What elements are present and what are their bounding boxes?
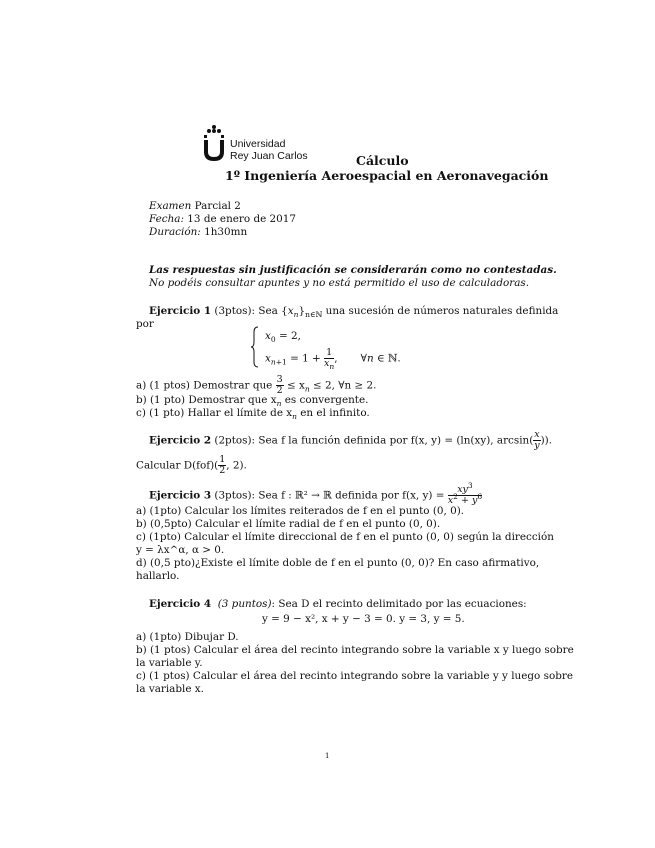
exercise-3-heading: Ejercicio 3 (3ptos): Sea f : ℝ² → ℝ definida por f(x, y) = $\frac{xy^3}{x^2 + y^6}$ — [149, 480, 483, 506]
brace-icon — [250, 326, 260, 368]
university-logo — [201, 124, 316, 164]
exercise-3-a: a) (1pto) Calcular los límites reiterados de f en el punto (0, 0). — [136, 505, 465, 517]
exam-date: Fecha: 13 de enero de 2017 — [149, 213, 296, 225]
exam-page: Universidad Rey Juan Carlos Cálculo 1º Ingeniería Aeroespacial en Aeronavegación Examen Parcial 2 Fecha: 13 de enero de 2017 Duración: 1h30mn Las respuestas sin justificación se considerarán como no contestadas. No podéis consultar apuntes y no está permitido el uso de calculadoras. Ejercicio 1 (3ptos): Sea $\{x_n\}_{n\in ℕ}$ una sucesión de números naturales definida por $x_0 = 2$, $x_{n+1} = 1$ + $\frac{1}{x_n}$ , ∀n ∈ ℕ. a) (1 ptos) Demostrar que $\frac{3}{2}$ ≤ $x_n \le 2$, ∀n ≥ 2. b) (1 pto) Demostrar que $x_n$ es convergente. c) (1 pto) Hallar el límite de $x_n$ en el infinito. Ejercicio 2 (2ptos): Sea f la función definida por f(x, y) = (ln(xy), arcsin( $\frac{x}{y}$ )). Calcular D(fof)( $\frac{1}{2}$ , 2). Ejercicio 3 (3ptos): Sea f : ℝ² → ℝ definida por f(x, y) = $\frac{xy^3}{x^2 + y^6}$ a) (1pto) Calcular los límites reiterados de f en el punto (0, 0). b) (0,5pto) Calcular el límite radial de f en el punto (0, 0). c) (1pto) Calcular el límite direccional de f en el punto (0, 0) según la dirección y = λx^α, α > 0. d) (0,5 pto)¿Existe el límite doble de f en el punto (0, 0)? En caso afirmativo, hallarlo. Ejercicio 4 (3 puntos): Sea D el recinto delimitado por las ecuaciones: y = 9 − x², x + y − 3 = 0. y = 3, y = 5. a) (1pto) Dibujar D. b) (1 ptos) Calcular el área del recinto integrando sobre la variable x y luego sobre la variable y. c) (1 ptos) Calcular el área del recinto integrando sobre la variable y y luego sobre la variable x. 1 — [0, 0, 655, 848]
exercise-1-c: c) (1 pto) Hallar el límite de $x_n$ en el infinito. — [136, 407, 370, 422]
exercise-2-heading: Ejercicio 2 (2ptos): Sea f la función definida por f(x, y) = (ln(xy), arcsin( $\frac{x}{y}$ )). — [149, 429, 553, 451]
exam-duration: Duración: 1h30mn — [149, 226, 248, 238]
exercise-3-d2: hallarlo. — [136, 570, 180, 582]
notice-line2: No podéis consultar apuntes y no está permitido el uso de calculadoras. — [149, 277, 530, 289]
university-name-line1: Universidad — [230, 138, 286, 150]
page-number: 1 — [325, 752, 330, 760]
exercise-4-equations: y = 9 − x², x + y − 3 = 0. y = 3, y = 5. — [262, 613, 465, 625]
exercise-4-c1: c) (1 ptos) Calcular el área del recinto integrando sobre la variable y y luego sobre — [136, 670, 573, 682]
page-subtitle: 1º Ingeniería Aeroespacial en Aeronavegación — [225, 168, 549, 183]
exercise-4-a: a) (1pto) Dibujar D. — [136, 631, 239, 643]
exercise-4-b2: la variable y. — [136, 657, 203, 669]
sequence-notation: $\{x_n\}_{n\in ℕ}$ — [281, 305, 323, 320]
exercise-3-d1: d) (0,5 pto)¿Existe el límite doble de f en el punto (0, 0)? En caso afirmativo, — [136, 557, 540, 569]
exercise-2-calc: Calcular D(fof)( $\frac{1}{2}$ , 2). — [136, 454, 247, 476]
exercise-3-b: b) (0,5pto) Calcular el límite radial de f en el punto (0, 0). — [136, 518, 441, 530]
exercise-1-heading: Ejercicio 1 (3ptos): Sea $\{x_n\}_{n\in ℕ}$ una sucesión de números naturales definida — [149, 305, 559, 320]
exercise-4-b1: b) (1 ptos) Calcular el área del recinto integrando sobre la variable x y luego sobre — [136, 644, 574, 656]
university-name-line2: Rey Juan Carlos — [230, 150, 308, 162]
exercise-1-text2: por — [136, 318, 154, 330]
exercise-4-c2: la variable x. — [136, 683, 204, 695]
urjc-logo-icon — [201, 124, 227, 162]
exercise-1-a: a) (1 ptos) Demostrar que $\frac{3}{2}$ ≤ $x_n \le 2$, ∀n ≥ 2. — [136, 374, 377, 396]
notice-line1: Las respuestas sin justificación se considerarán como no contestadas. — [149, 264, 557, 276]
exercise-4-heading: Ejercicio 4 (3 puntos): Sea D el recinto delimitado por las ecuaciones: — [149, 598, 527, 610]
exercise-3-c2: y = λx^α, α > 0. — [136, 544, 225, 556]
exercise-1-b: b) (1 pto) Demostrar que $x_n$ es convergente. — [136, 394, 369, 409]
exercise-3-c1: c) (1pto) Calcular el límite direccional de f en el punto (0, 0) según la dirección — [136, 531, 554, 543]
page-title: Cálculo — [356, 153, 409, 168]
exam-type: Examen Parcial 2 — [149, 200, 241, 212]
